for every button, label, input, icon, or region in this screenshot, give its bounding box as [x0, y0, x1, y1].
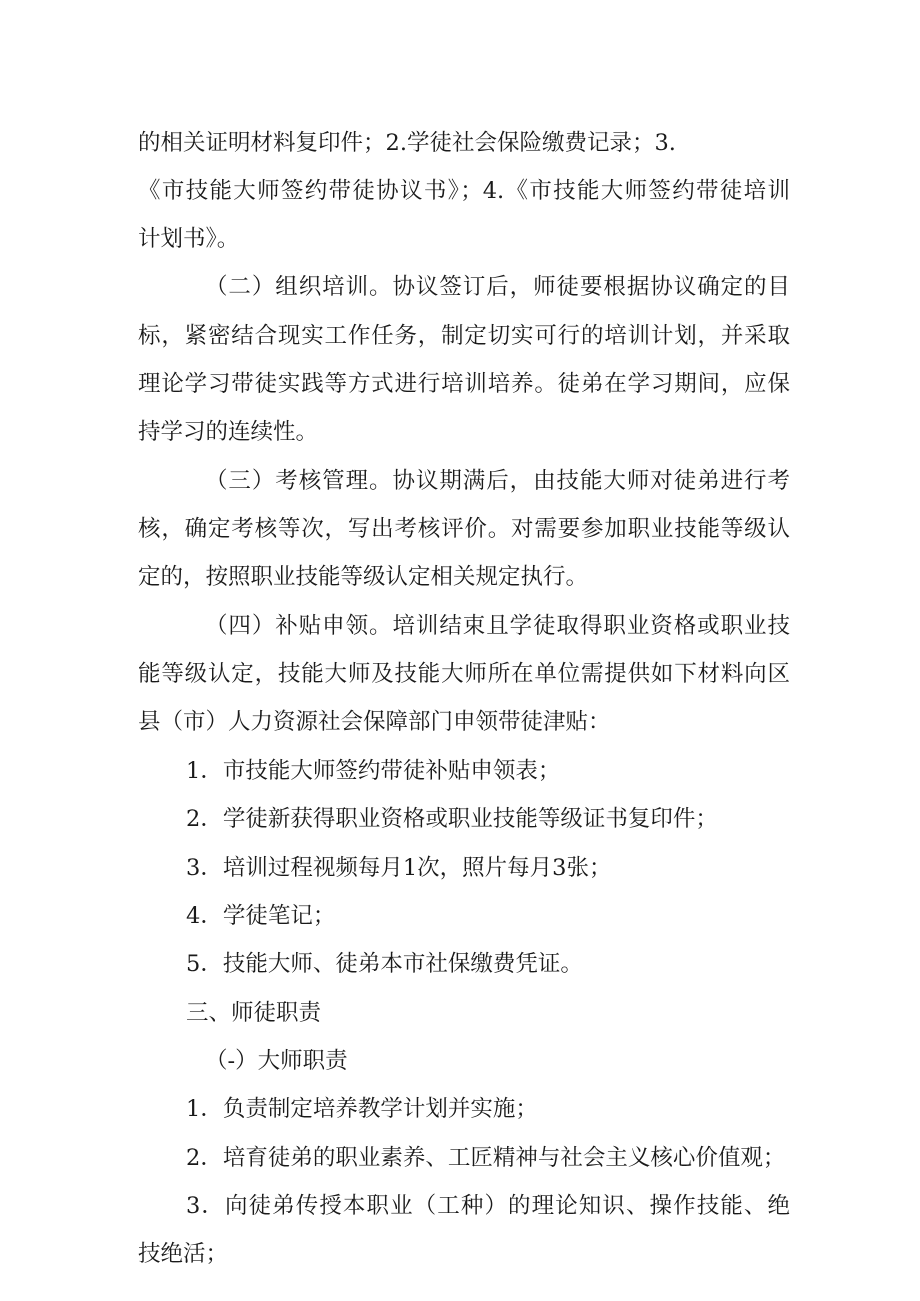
p2-line-4: 持学习的连续性。 [138, 419, 319, 445]
p4-line-3: 县（市）人力资源社会保障部门申领带徒津贴： [138, 709, 611, 735]
p2-line-1 [205, 272, 790, 302]
list-item: 2．培育徒弟的职业素养、工匠精神与社会主义核心价值观； [186, 1145, 786, 1171]
list-item: 3．培训过程视频每月1次，照片每月3张； [186, 855, 612, 881]
p1-line-2 [138, 176, 790, 206]
p1-line-3: 计划书》。 [138, 226, 240, 252]
list-item: 5．技能大师、徒弟本市社保缴费凭证。 [186, 951, 583, 977]
p3-line-3: 定的，按照职业技能等级认定相关规定执行。 [138, 564, 589, 590]
list-item-text: 3．向徒弟传授本职业（工种）的理论知识、操作技能、绝 [186, 1193, 790, 1219]
list-item-continuation: 技绝活； [138, 1241, 229, 1267]
p3-line-2-text: 核，确定考核等次，写出考核评价。对需要参加职业技能等级认 [138, 516, 790, 542]
list-item: 1．负责制定培养教学计划并实施； [186, 1096, 538, 1122]
p4-line-1 [205, 611, 790, 641]
p1-line-2-text: 《市技能大师签约带徒协议书》；4.《市技能大师签约带徒培训 [138, 178, 790, 204]
list-item [186, 1191, 790, 1221]
p2-line-2-text: 标，紧密结合现实工作任务，制定切实可行的培训计划，并采取 [138, 323, 790, 349]
p3-line-2 [138, 514, 790, 544]
list-item: 4．学徒笔记； [186, 903, 336, 929]
p3-line-1 [205, 466, 790, 496]
p4-line-1-text: （四）补贴申领。培训结束且学徒取得职业资格或职业技 [205, 613, 790, 639]
subsection-heading: （-）大师职责 [205, 1048, 348, 1074]
list-item: 2．学徒新获得职业资格或职业技能等级证书复印件； [186, 806, 718, 832]
p2-line-3 [138, 369, 790, 399]
p4-line-2 [138, 659, 790, 689]
p3-line-1-text: （三）考核管理。协议期满后，由技能大师对徒弟进行考 [205, 468, 790, 494]
list-item: 1．市技能大师签约带徒补贴申领表； [186, 758, 561, 784]
p2-line-2 [138, 321, 790, 351]
p2-line-3-text: 理论学习带徒实践等方式进行培训培养。徒弟在学习期间，应保 [138, 371, 790, 397]
p4-line-2-text: 能等级认定，技能大师及技能大师所在单位需提供如下材料向区 [138, 661, 790, 687]
p1-line-1: 的相关证明材料复印件；2.学徒社会保险缴费记录；3. [138, 130, 676, 156]
section-heading: 三、师徒职责 [186, 1000, 322, 1026]
p2-line-1-text: （二）组织培训。协议签订后，师徒要根据协议确定的目 [205, 274, 790, 300]
